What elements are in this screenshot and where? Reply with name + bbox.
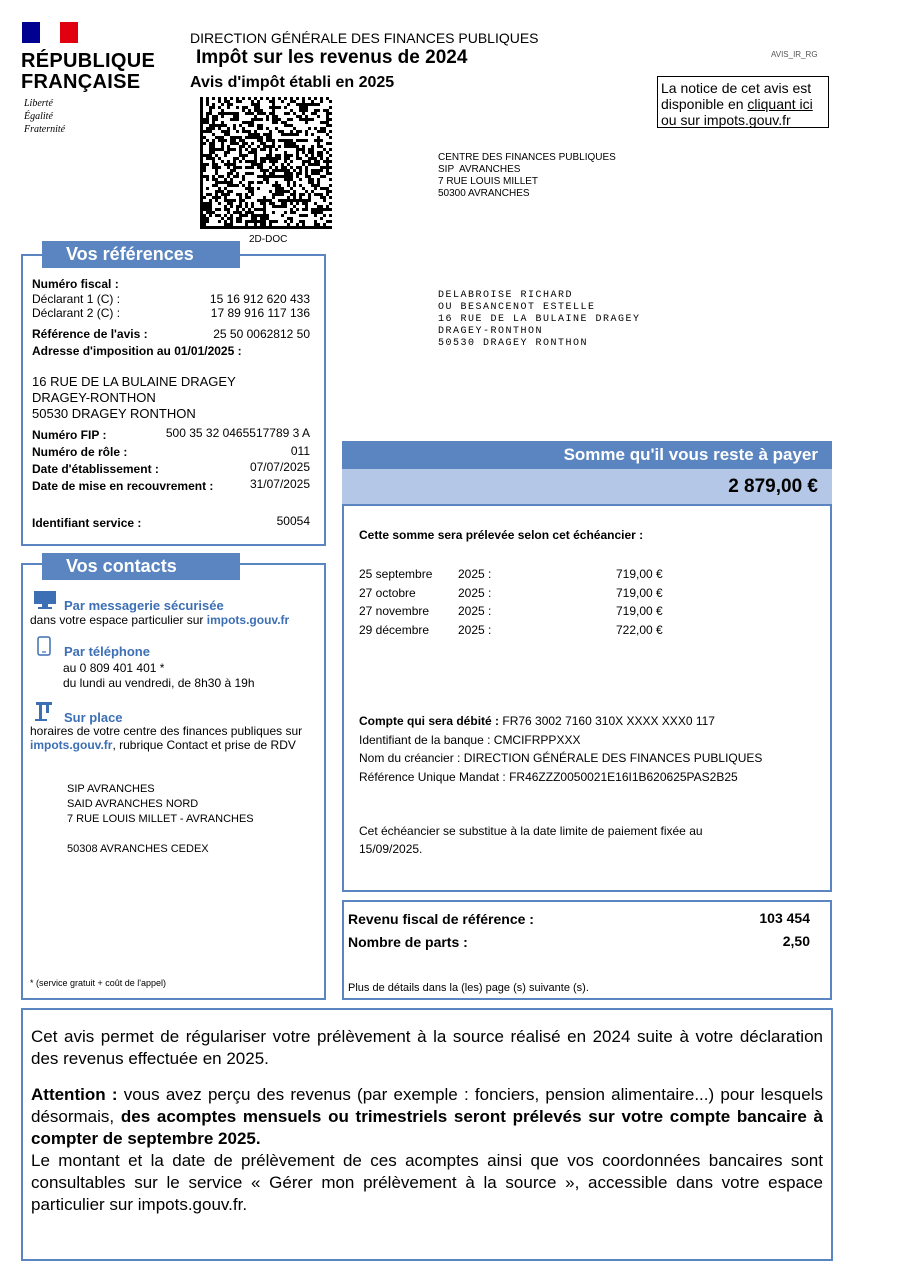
messagerie-title: Par messagerie sécurisée <box>64 598 224 613</box>
recipient-address <box>438 290 641 350</box>
schedule-row <box>359 602 679 621</box>
schedule-amount: 722,00 € <box>616 622 663 637</box>
creancier-line: Nom du créancier : DIRECTION GÉNÉRALE DES FINANCES PUBLIQUES <box>359 751 763 765</box>
details-note: Plus de détails dans la (les) page (s) suivante (s). <box>348 982 589 994</box>
info-paragraph1: Cet avis permet de régulariser votre prélèvement à la source réalisé en 2024 suite à votre déclaration des revenus effectuée en 2025. <box>31 1027 823 1068</box>
sur-place-text1: horaires de votre centre des finances publiques sur <box>30 724 303 738</box>
logo-republique: RÉPUBLIQUE <box>21 50 156 72</box>
ref-avis-label: Référence de l'avis : <box>32 327 148 341</box>
sur-place-text2 <box>30 738 296 752</box>
sip-line: SAID AVRANCHES NORD <box>67 798 199 810</box>
sip-cedex: 50308 AVRANCHES CEDEX <box>67 843 209 855</box>
info-paragraph2 <box>31 1084 823 1150</box>
substitution-line: Cet échéancier se substitue à la date limite de paiement fixée au <box>359 824 703 838</box>
telephone-title: Par téléphone <box>64 644 150 659</box>
french-flag-logo <box>22 22 78 43</box>
references-tab: Vos références <box>42 241 240 268</box>
logo-francaise: FRANÇAISE <box>21 71 141 93</box>
contacts-tab: Vos contacts <box>42 553 240 580</box>
etab-value: 07/07/2025 <box>249 460 310 474</box>
schedule-date: 25 septembre <box>359 567 433 581</box>
adresse-line: 50530 DRAGEY RONTHON <box>32 406 196 421</box>
notice-box <box>657 76 829 128</box>
recipient-line: 50530 DRAGEY RONTHON <box>438 338 589 349</box>
centre-line: SIP AVRANCHES <box>438 164 521 175</box>
declarant2-value: 17 89 916 117 136 <box>210 306 310 320</box>
etab-label: Date d'établissement : <box>32 462 159 476</box>
schedule-date: 27 octobre <box>359 585 416 600</box>
information-box <box>21 1008 833 1261</box>
compte-line <box>359 712 762 731</box>
centre-line: 50300 AVRANCHES <box>438 188 530 199</box>
schedule-year: 2025 : <box>458 567 492 581</box>
schedule-year: 2025 : <box>458 622 492 637</box>
sip-line: 7 RUE LOUIS MILLET - AVRANCHES <box>67 813 254 825</box>
role-value: 011 <box>290 444 310 458</box>
compte-value: FR76 3002 7160 310X XXXX XXX0 117 <box>502 714 715 728</box>
fip-label: Numéro FIP : <box>32 428 107 442</box>
adresse-line: 16 RUE DE LA BULAINE DRAGEY <box>32 374 236 389</box>
contacts-footnote: * (service gratuit + coût de l'appel) <box>30 978 167 988</box>
schedule-row <box>359 565 679 584</box>
schedule-date: 29 décembre <box>359 622 430 637</box>
adresse-imposition-label: Adresse d'imposition au 01/01/2025 : <box>32 344 242 358</box>
bank-details <box>359 712 762 786</box>
notice-line1: La notice de cet avis est <box>661 80 812 96</box>
substitution-line: 15/09/2025. <box>359 842 423 856</box>
page-title: Impôt sur les revenus de 2024 <box>196 47 468 68</box>
fip-value: 500 35 32 0465517789 3 A <box>165 426 310 440</box>
ref-avis-value: 25 50 0062812 50 <box>213 327 310 341</box>
phone-icon <box>37 636 51 656</box>
notice-link[interactable]: cliquant ici <box>747 96 813 112</box>
declarant1-value: 15 16 912 620 433 <box>209 292 310 306</box>
telephone-hours: du lundi au vendredi, de 8h30 à 19h <box>63 676 255 690</box>
schedule-intro: Cette somme sera prélevée selon cet échéancier : <box>359 528 644 542</box>
schedule-year: 2025 : <box>458 604 492 618</box>
recipient-line: DRAGEY-RONTHON <box>438 326 544 337</box>
declarant2-label: Déclarant 2 (C) : <box>32 306 121 320</box>
banque-line: Identifiant de la banque : CMCIFRPPXXX <box>359 732 581 747</box>
sur-place-title: Sur place <box>64 710 123 725</box>
computer-icon <box>33 590 59 610</box>
notice-line2-text: disponible en <box>661 96 748 112</box>
parts-label: Nombre de parts : <box>348 934 468 950</box>
attention-text: vous avez perçu des revenus (par exemple : fonciers, pension alimentaire...) pour lesquels désormais, <box>31 1085 823 1126</box>
schedule-date: 27 novembre <box>359 604 430 618</box>
sip-line: SIP AVRANCHES <box>67 783 155 795</box>
schedule-row <box>359 621 679 640</box>
telephone-number: au 0 809 401 401 * <box>63 661 165 675</box>
schedule-row <box>359 584 679 603</box>
substitution-note <box>359 822 703 858</box>
schedule-table <box>359 565 679 639</box>
service-value: 50054 <box>276 514 310 528</box>
schedule-amount: 719,00 € <box>616 604 663 618</box>
page-subtitle: Avis d'impôt établi en 2025 <box>190 74 395 91</box>
recipient-line: OU BESANCENOT ESTELLE <box>438 302 596 313</box>
notice-line2 <box>661 96 825 112</box>
payment-header: Somme qu'il vous reste à payer <box>342 441 832 469</box>
parts-value: 2,50 <box>782 933 810 949</box>
schedule-year: 2025 : <box>458 585 492 600</box>
service-label: Identifiant service : <box>32 516 142 530</box>
motto-liberte: Liberté <box>24 98 53 109</box>
impots-link[interactable]: impots.gouv.fr <box>206 613 290 627</box>
motto-egalite: Égalité <box>24 111 53 122</box>
qr-label: 2D-DOC <box>249 234 288 245</box>
attention-bold: des acomptes mensuels ou trimestriels seront prélevés sur votre compte bancaire à compter de septembre 2025. <box>31 1107 823 1148</box>
payment-amount: 2 879,00 € <box>342 469 832 504</box>
info-paragraph3: Le montant et la date de prélèvement de ces acomptes ainsi que vos coordonnées bancaires sont consultables sur le service « Gérer mon prélèvement à la source », accessible dans votre espace particulier sur impots.gouv.fr. <box>31 1151 823 1214</box>
numero-fiscal-label: Numéro fiscal : <box>32 277 119 291</box>
recipient-line: DELABROISE RICHARD <box>438 290 574 301</box>
sur-place-text2-rest: , rubrique Contact et prise de RDV <box>112 738 296 752</box>
recouv-label: Date de mise en recouvrement : <box>32 479 214 493</box>
datamatrix-code <box>200 97 332 229</box>
centre-line: 7 RUE LOUIS MILLET <box>438 176 539 187</box>
role-label: Numéro de rôle : <box>32 445 128 459</box>
attention-label: Attention : <box>31 1085 118 1104</box>
compte-label: Compte qui sera débité : <box>359 714 503 728</box>
sip-address <box>67 782 254 827</box>
rfr-value: 103 454 <box>759 910 810 926</box>
rfr-label: Revenu fiscal de référence : <box>348 911 534 927</box>
centre-line: CENTRE DES FINANCES PUBLIQUES <box>438 152 616 163</box>
building-icon <box>33 700 55 722</box>
impots-link[interactable]: impots.gouv.fr <box>30 738 113 752</box>
adresse-imposition <box>32 374 236 422</box>
adresse-line: DRAGEY-RONTHON <box>32 390 156 405</box>
mandat-line: Référence Unique Mandat : FR46ZZZ0050021E16I1B620625PAS2B25 <box>359 769 738 784</box>
recouv-value: 31/07/2025 <box>249 477 310 491</box>
schedule-amount: 719,00 € <box>616 567 663 581</box>
direction-title: DIRECTION GÉNÉRALE DES FINANCES PUBLIQUES <box>190 30 539 46</box>
centre-address <box>438 152 616 200</box>
messagerie-text <box>30 613 289 627</box>
declarant1-label: Déclarant 1 (C) : <box>32 292 121 306</box>
recipient-line: 16 RUE DE LA BULAINE DRAGEY <box>438 314 641 325</box>
form-code: AVIS_IR_RG <box>771 50 818 59</box>
schedule-amount: 719,00 € <box>616 585 663 600</box>
notice-line3: ou sur impots.gouv.fr <box>661 112 791 128</box>
motto-fraternite: Fraternité <box>24 124 66 135</box>
messagerie-text-body: dans votre espace particulier sur <box>30 613 207 627</box>
